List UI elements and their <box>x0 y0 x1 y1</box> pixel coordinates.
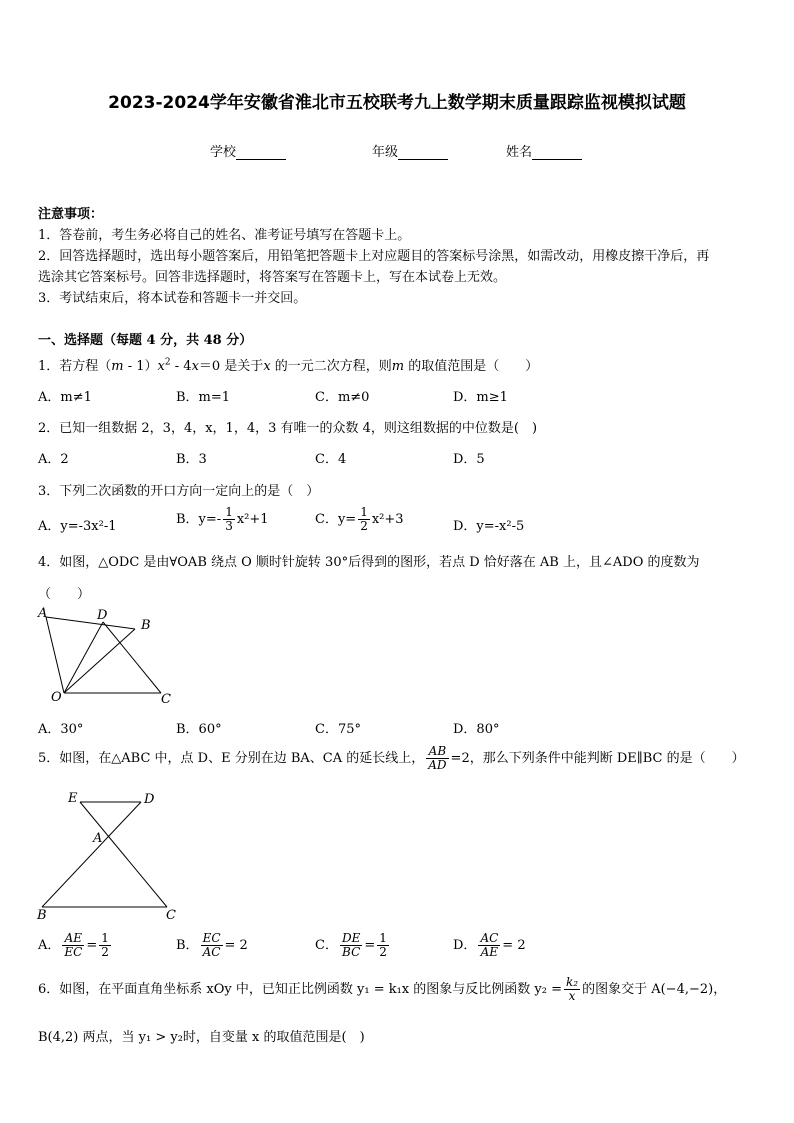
q3-option-b: B．y=- $\frac{1}{3}$ x²+1 <box>176 505 269 533</box>
q3-option-d: D．y=-x²-5 <box>453 519 525 534</box>
q5-option-a: A． $\frac{AE}{EC}$ = $\frac{1}{2}$ <box>38 931 109 959</box>
q3-option-a: A．y=-3x²-1 <box>38 519 117 534</box>
note-3: 3．考试结束后，将本试卷和答题卡一并交回。 <box>38 291 307 306</box>
question-6-line2: B(4,2) 两点，当 y₁ > y₂时，自变量 x 的取值范围是( ) <box>38 1030 365 1045</box>
q2-option-b: B．3 <box>176 452 207 467</box>
q2-option-a: A．2 <box>38 452 69 467</box>
q4-label-d: D <box>97 608 108 623</box>
segment-ec <box>80 802 167 907</box>
question-3: 3．下列二次函数的开口方向一定向上的是（ ） <box>38 484 320 499</box>
q4-label-a: A <box>38 606 48 621</box>
q1-option-d: D．m≥1 <box>453 390 508 405</box>
q1-option-c: C．m≠0 <box>315 390 370 405</box>
q5-option-d: D． $\frac{AC}{AE}$ = 2 <box>453 931 526 959</box>
grade-label: 年级 <box>372 145 399 160</box>
q4-option-a: A．30° <box>38 722 84 737</box>
q4-option-b: B．60° <box>176 722 222 737</box>
segment-db <box>42 802 141 907</box>
question-4-line1: 4．如图，△ODC 是由∀OAB 绕点 O 顺时针旋转 30°后得到的图形，若点 D 恰好落在 AB 上，且∠ADO 的度数为 <box>38 555 700 570</box>
note-2-cont: 选涂其它答案标号。回答非选择题时，将答案写在答题卡上，写在本试卷上无效。 <box>38 270 507 285</box>
q5-label-e: E <box>68 791 78 806</box>
question-5: 5．如图，在△ABC 中，点 D、E 分别在边 BA、CA 的延长线上， $\frac{AB}{AD}$ =2，那么下列条件中能判断 DE∥BC 的是（ ） <box>38 744 745 772</box>
q2-option-c: C．4 <box>315 452 347 467</box>
q5-label-a: A <box>93 831 103 846</box>
notes-heading: 注意事项： <box>38 207 104 222</box>
page-title: 2023-2024学年安徽省淮北市五校联考九上数学期末质量跟踪监视模拟试题 <box>108 93 686 113</box>
q4-label-o: O <box>51 690 62 705</box>
question-4-line2: （ ） <box>38 587 91 602</box>
q5-option-b: B． $\frac{EC}{AC}$ = 2 <box>176 931 248 959</box>
q4-option-d: D．80° <box>453 722 500 737</box>
question-2: 2．已知一组数据 2，3，4，x，1，4，3 有唯一的众数 4，则这组数据的中位数是( ) <box>38 421 538 436</box>
q1-option-b: B．m=1 <box>176 390 231 405</box>
q1-option-a: A．m≠1 <box>38 390 92 405</box>
q4-label-b: B <box>141 618 151 633</box>
q5-label-b: B <box>37 908 47 923</box>
q3-option-c: C．y= $\frac{1}{2}$ x²+3 <box>315 505 404 533</box>
q5-label-c: C <box>166 908 176 923</box>
q4-label-c: C <box>161 692 171 707</box>
name-label: 姓名 <box>506 145 533 160</box>
school-label: 学校 <box>210 145 237 160</box>
note-1: 1．答卷前，考生务必将自己的姓名、准考证号填写在答题卡上。 <box>38 228 411 243</box>
q5-label-d: D <box>144 792 155 807</box>
q5-option-c: C． $\frac{DE}{BC}$ = $\frac{1}{2}$ <box>315 931 387 959</box>
question-1: 1．若方程$(m - 1)x^2 - 4x=0$ 是关于x 的一元二次方程，则m 的取值范围是（ ） <box>38 357 539 374</box>
question-6-line1: 6．如图，在平面直角坐标系 xOy 中，已知正比例函数 y₁ = k₁x 的图象与反比例函数 y₂ = $\frac{\text{k₂}}{x}$ 的图象交于 A(−4,−2)， <box>38 975 727 1003</box>
q4-option-c: C．75° <box>315 722 361 737</box>
note-2: 2．回答选择题时，选出每小题答案后，用铅笔把答题卡上对应题目的答案标号涂黑，如需改动，用橡皮擦干净后，再 <box>38 249 710 264</box>
q2-option-d: D．5 <box>453 452 485 467</box>
section-heading: 一、选择题（每题 4 分，共 48 分） <box>38 333 253 348</box>
